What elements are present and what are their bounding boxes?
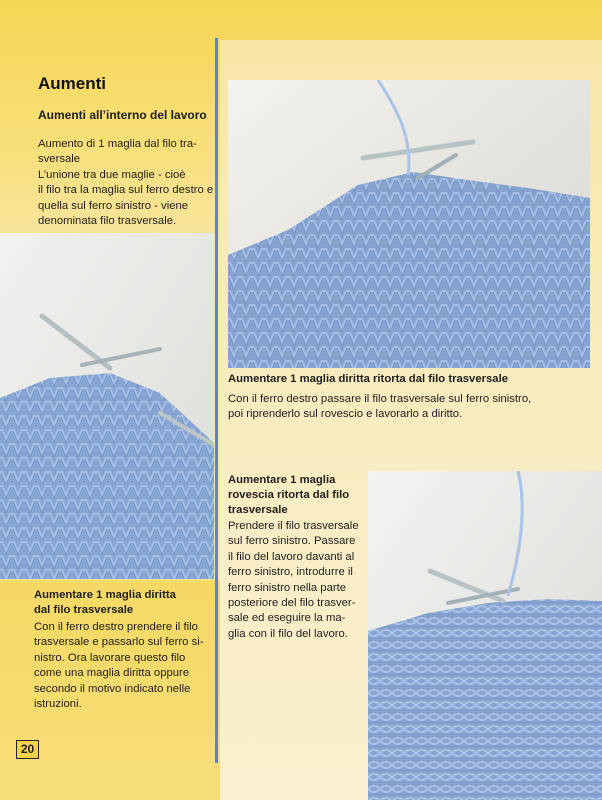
caption-ritorta-title-line: Aumentare 1 maglia diritta ritorta dal filo trasversale bbox=[228, 373, 509, 385]
intro-line: L’unione tra due maglie - cioè bbox=[38, 168, 186, 181]
caption-rovescia-title-line: rovescia ritorta dal filo bbox=[228, 489, 350, 501]
caption-diritta-title-line: dal filo trasversale bbox=[34, 604, 134, 616]
section-subtitle: Aumenti all’interno del lavoro bbox=[38, 108, 207, 122]
caption-ritorta-body bbox=[228, 392, 531, 423]
caption-diritta-line: nistro. Ora lavorare questo filo bbox=[34, 651, 186, 664]
intro-line: il filo tra la maglia sul ferro destro e bbox=[38, 184, 214, 197]
caption-ritorta-line: poi riprenderlo sul rovescio e lavorarlo a diritto. bbox=[228, 408, 463, 421]
caption-ritorta-line: Con il ferro destro passare il filo trasversale sul ferro sinistro, bbox=[228, 393, 532, 405]
caption-diritta-body bbox=[34, 620, 204, 712]
intro-line: sversale bbox=[38, 153, 81, 166]
caption-rovescia-line: posteriore del filo trasver- bbox=[228, 597, 356, 610]
caption-diritta-line: trasversale e passarlo sul ferro si- bbox=[34, 636, 204, 649]
caption-rovescia-line: Prendere il filo trasversale bbox=[228, 520, 359, 532]
vertical-divider bbox=[215, 38, 218, 763]
caption-rovescia-line: sul ferro sinistro. Passare bbox=[228, 535, 356, 548]
page-number: 20 bbox=[16, 740, 39, 759]
page-title: Aumenti bbox=[38, 74, 106, 93]
caption-rovescia-title-line: Aumentare 1 maglia bbox=[228, 474, 336, 486]
caption-ritorta-title bbox=[228, 372, 508, 387]
caption-rovescia-line: ferro sinistro nella parte bbox=[228, 581, 347, 594]
photo-knitting-bottom bbox=[368, 471, 602, 800]
caption-diritta-line: Con il ferro destro prendere il filo bbox=[34, 621, 198, 633]
caption-rovescia-line: sale ed eseguire la ma- bbox=[228, 612, 346, 625]
caption-diritta-title-line: Aumentare 1 maglia diritta bbox=[34, 589, 176, 601]
photo-knitting-left bbox=[0, 233, 214, 579]
caption-diritta-line: secondo il motivo indicato nelle bbox=[34, 682, 191, 695]
caption-rovescia-line: ferro sinistro, introdurre il bbox=[228, 566, 353, 579]
caption-diritta-line: come una maglia diritta oppure bbox=[34, 667, 190, 680]
caption-rovescia-title-line: trasversale bbox=[228, 504, 288, 516]
caption-rovescia-line: il filo del lavoro davanti al bbox=[228, 550, 355, 563]
caption-diritta-title bbox=[34, 588, 176, 618]
caption-rovescia-body bbox=[228, 519, 359, 642]
caption-rovescia-line: glia con il filo del lavoro. bbox=[228, 627, 348, 640]
intro-paragraph bbox=[38, 137, 213, 229]
intro-line: denominata filo trasversale. bbox=[38, 215, 177, 228]
intro-line: quella sul ferro sinistro - viene bbox=[38, 199, 189, 212]
caption-diritta-line: istruzioni. bbox=[34, 698, 82, 711]
intro-line: Aumento di 1 maglia dal filo tra- bbox=[38, 138, 197, 150]
caption-rovescia-title bbox=[228, 473, 349, 518]
photo-knitting-top bbox=[228, 80, 590, 368]
